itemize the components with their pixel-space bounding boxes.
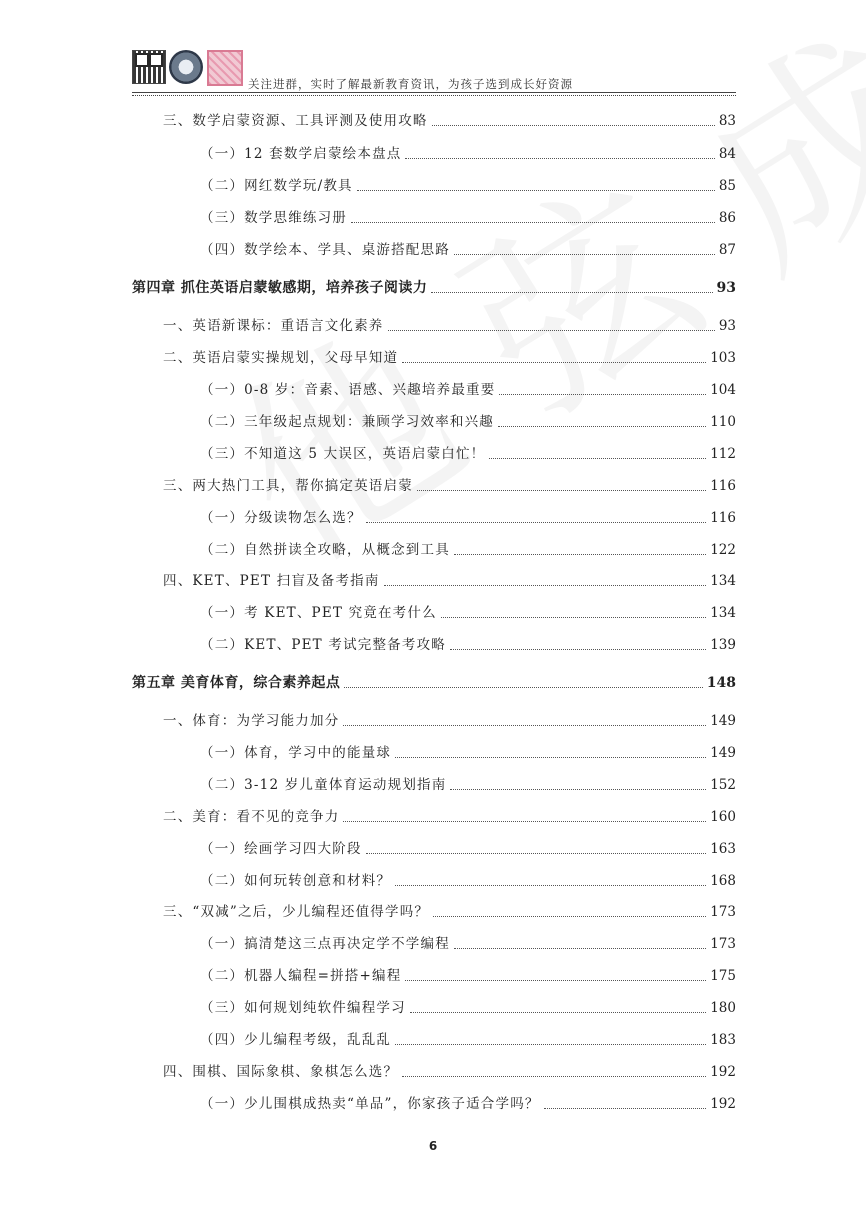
dot-leader xyxy=(402,362,706,363)
toc-entry-page: 104 xyxy=(710,382,736,398)
toc-entry-row xyxy=(200,1095,736,1113)
toc-entry-page: 122 xyxy=(710,542,736,558)
toc-entry-title: 二、美育：看不见的竞争力 xyxy=(163,809,340,825)
dot-leader xyxy=(395,1044,706,1045)
toc-entry-page: 149 xyxy=(710,713,736,729)
toc-entry-title: （一）12 套数学启蒙绘本盘点 xyxy=(200,146,402,162)
toc-entry-row xyxy=(200,381,736,399)
dot-leader xyxy=(499,394,706,395)
dot-leader xyxy=(343,821,706,822)
toc-entry-page: 93 xyxy=(716,280,736,296)
toc-entry-page: 148 xyxy=(706,675,736,691)
logo-icon xyxy=(169,50,203,84)
dot-leader xyxy=(405,158,714,159)
toc-entry-row xyxy=(163,572,736,590)
toc-entry-title: （一）搞清楚这三点再决定学不学编程 xyxy=(200,936,450,952)
toc-entry-row xyxy=(200,541,736,559)
toc-entry-page: 192 xyxy=(710,1096,736,1112)
dot-leader xyxy=(388,330,715,331)
toc-entry-row xyxy=(163,903,736,921)
toc-entry-row xyxy=(200,872,736,890)
toc-entry-page: 85 xyxy=(718,178,736,194)
toc-entry-row xyxy=(163,112,736,130)
toc-entry-page: 112 xyxy=(710,446,736,462)
toc-entry-title: （二）如何玩转创意和材料？ xyxy=(200,873,392,889)
toc-entry-page: 149 xyxy=(710,745,736,761)
toc-entry-row xyxy=(200,1031,736,1049)
toc-entry-row xyxy=(200,604,736,622)
toc-entry-row xyxy=(200,967,736,985)
qr-code-icon xyxy=(207,50,243,86)
toc-entry-row xyxy=(163,477,736,495)
header-text: 关注进群，实时了解最新教育资讯，为孩子选到成长好资源 xyxy=(248,77,573,91)
dot-leader xyxy=(441,617,706,618)
toc-entry-title: （二）KET、PET 考试完整备考攻略 xyxy=(200,637,446,653)
toc-entry-row xyxy=(163,349,736,367)
toc-entry-row xyxy=(200,209,736,227)
dot-leader xyxy=(405,980,706,981)
toc-entry-row xyxy=(200,744,736,762)
toc-entry-row xyxy=(200,145,736,163)
toc-entry-page: 175 xyxy=(710,968,736,984)
toc-chapter-row xyxy=(132,279,736,297)
toc-entry-title: 三、两大热门工具，帮你搞定英语启蒙 xyxy=(163,478,413,494)
dot-leader xyxy=(410,1012,706,1013)
toc-entry-page: 168 xyxy=(710,873,736,889)
dot-leader xyxy=(417,490,706,491)
toc-entry-title: 四、KET、PET 扫盲及备考指南 xyxy=(163,573,380,589)
toc-entry-row xyxy=(200,776,736,794)
toc-entry-page: 192 xyxy=(710,1064,736,1080)
toc-entry-page: 173 xyxy=(710,936,736,952)
toc-entry-title: （二）网红数学玩/教具 xyxy=(200,178,353,194)
toc-entry-page: 93 xyxy=(718,318,736,334)
toc-entry-page: 116 xyxy=(710,510,736,526)
toc-entry-title: （四）少儿编程考级，乱乱乱 xyxy=(200,1032,392,1048)
dot-leader xyxy=(343,725,706,726)
toc-entry-page: 86 xyxy=(718,210,736,226)
dot-leader xyxy=(431,292,712,293)
dot-leader xyxy=(450,789,706,790)
toc-entry-title: （一）分级读物怎么选？ xyxy=(200,510,362,526)
toc-entry-title: （一）0-8 岁：音素、语感、兴趣培养最重要 xyxy=(200,382,496,398)
dot-leader xyxy=(366,853,707,854)
toc-entry-page: 139 xyxy=(710,637,736,653)
toc-entry-title: 一、体育：为学习能力加分 xyxy=(163,713,340,729)
dot-leader xyxy=(395,757,706,758)
toc-entry-page: 160 xyxy=(710,809,736,825)
toc-entry-row xyxy=(200,445,736,463)
toc-entry-row xyxy=(200,509,736,527)
dot-leader xyxy=(450,649,706,650)
toc-entry-row xyxy=(163,808,736,826)
dot-leader xyxy=(366,522,707,523)
toc-entry-title: （一）少儿围棋成热卖“单品”，你家孩子适合学吗？ xyxy=(200,1096,540,1112)
toc-entry-page: 87 xyxy=(718,242,736,258)
dot-leader xyxy=(432,125,715,126)
toc-entry-page: 173 xyxy=(710,904,736,920)
dot-leader xyxy=(454,948,706,949)
dot-leader xyxy=(489,458,706,459)
toc-entry-row xyxy=(200,241,736,259)
toc-entry-page: 84 xyxy=(718,146,736,162)
toc-entry-title: （一）体育，学习中的能量球 xyxy=(200,745,392,761)
toc-entry-title: 四、围棋、国际象棋、象棋怎么选？ xyxy=(163,1064,399,1080)
toc-entry-title: （二）自然拼读全攻略，从概念到工具 xyxy=(200,542,450,558)
dot-leader xyxy=(433,916,706,917)
toc-entry-page: 83 xyxy=(718,113,736,129)
qr-code-icon xyxy=(132,50,166,84)
toc-chapter-row xyxy=(132,674,736,692)
toc-entry-title: 二、英语启蒙实操规划，父母早知道 xyxy=(163,350,399,366)
dot-leader xyxy=(498,426,706,427)
dot-leader xyxy=(344,687,702,688)
toc-entry-title: （四）数学绘本、学具、桌游搭配思路 xyxy=(200,242,450,258)
toc-entry-title: （一）考 KET、PET 究竟在考什么 xyxy=(200,605,437,621)
toc-entry-title: 一、英语新课标：重语言文化素养 xyxy=(163,318,384,334)
toc-entry-page: 103 xyxy=(710,350,736,366)
toc-entry-row xyxy=(163,712,736,730)
dot-leader xyxy=(384,585,707,586)
dot-leader xyxy=(395,885,706,886)
dot-leader xyxy=(402,1076,706,1077)
toc-entry-page: 163 xyxy=(710,841,736,857)
dot-leader xyxy=(351,222,715,223)
toc-entry-page: 134 xyxy=(710,573,736,589)
toc-entry-title: （三）如何规划纯软件编程学习 xyxy=(200,1000,406,1016)
toc-entry-row xyxy=(163,317,736,335)
toc-entry-row xyxy=(200,636,736,654)
toc-entry-title: （二）三年级起点规划：兼顾学习效率和兴趣 xyxy=(200,414,494,430)
toc-entry-title: （二）机器人编程=拼搭+编程 xyxy=(200,968,402,984)
toc-entry-row xyxy=(163,1063,736,1081)
toc-entry-row xyxy=(200,999,736,1017)
toc-entry-page: 134 xyxy=(710,605,736,621)
dot-leader xyxy=(454,254,715,255)
toc-entry-title: 三、数学启蒙资源、工具评测及使用攻略 xyxy=(163,113,428,129)
toc-entry-row xyxy=(200,840,736,858)
toc-entry-title: （一）绘画学习四大阶段 xyxy=(200,841,362,857)
toc-entry-title: （二）3-12 岁儿童体育运动规划指南 xyxy=(200,777,447,793)
toc-entry-title: （三）不知道这 5 大误区，英语启蒙白忙！ xyxy=(200,446,486,462)
toc-entry-row xyxy=(200,413,736,431)
toc-entry-title: 第五章 美育体育，综合素养起点 xyxy=(132,675,341,691)
toc-entry-page: 152 xyxy=(710,777,736,793)
toc-entry-title: 三、“双减”之后，少儿编程还值得学吗？ xyxy=(163,904,430,920)
toc-entry-row xyxy=(200,935,736,953)
toc-entry-page: 110 xyxy=(710,414,736,430)
toc-entry-page: 180 xyxy=(710,1000,736,1016)
dot-leader xyxy=(544,1108,707,1109)
page-number: 6 xyxy=(428,1139,438,1153)
toc-entry-page: 183 xyxy=(710,1032,736,1048)
toc-entry-title: （三）数学思维练习册 xyxy=(200,210,347,226)
dot-leader xyxy=(454,554,706,555)
toc-entry-row xyxy=(200,177,736,195)
toc-entry-title: 第四章 抓住英语启蒙敏感期，培养孩子阅读力 xyxy=(132,280,428,296)
toc-entry-page: 116 xyxy=(710,478,736,494)
dot-leader xyxy=(357,190,715,191)
